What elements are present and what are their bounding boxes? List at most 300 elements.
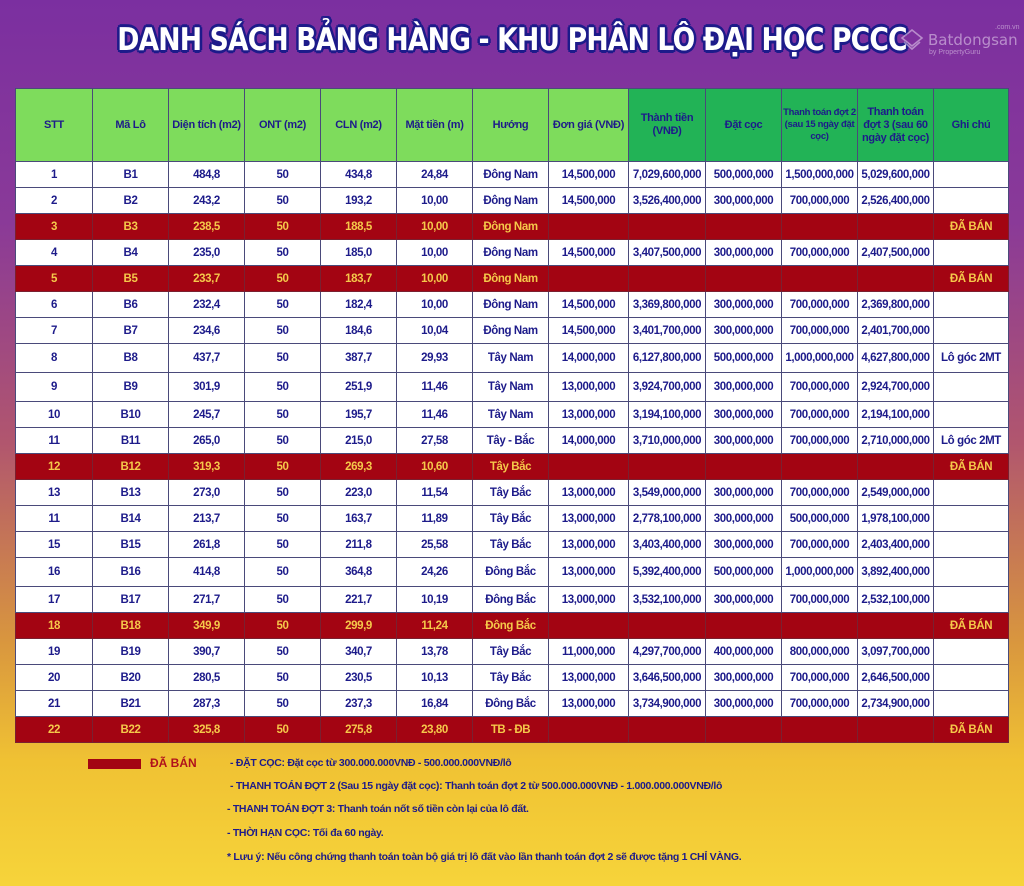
ghi-chu-cell: ĐÃ BÁN (934, 717, 1009, 743)
dot3-cell: 2,710,000,000 (858, 428, 934, 454)
dien-tich-cell: 390,7 (169, 639, 245, 665)
ma-lo-cell: B20 (93, 665, 169, 691)
don-gia-cell: 14,000,000 (549, 344, 629, 373)
dien-tich-cell: 235,0 (169, 240, 245, 266)
table-row-sold (16, 717, 1009, 743)
thanh-tien-cell: 5,392,400,000 (629, 558, 706, 587)
don-gia-cell: 13,000,000 (549, 373, 629, 402)
mat-tien-cell: 10,00 (397, 214, 473, 240)
table-row (16, 665, 1009, 691)
ghi-chu-cell (934, 292, 1009, 318)
dat-coc-cell: 300,000,000 (706, 292, 782, 318)
table-row (16, 587, 1009, 613)
ma-lo-cell: B10 (93, 402, 169, 428)
cln-cell: 195,7 (321, 402, 397, 428)
ont-cell: 50 (245, 717, 321, 743)
don-gia-cell: 11,000,000 (549, 639, 629, 665)
thanh-tien-cell: 6,127,800,000 (629, 344, 706, 373)
stt-cell: 8 (16, 344, 93, 373)
dot2-cell: 700,000,000 (782, 188, 858, 214)
cln-cell: 193,2 (321, 188, 397, 214)
dot2-cell: 700,000,000 (782, 240, 858, 266)
sold-legend-swatch (88, 759, 141, 769)
huong-cell: Tây Nam (473, 344, 549, 373)
ma-lo-cell: B9 (93, 373, 169, 402)
dot3-cell: 3,892,400,000 (858, 558, 934, 587)
dat-coc-cell (706, 454, 782, 480)
note-thanh-toan-dot2: - THANH TOÁN ĐỢT 2 (Sau 15 ngày đặt cọc): Thanh toán đợt 2 từ 500.000.000VNĐ - 1.000.000.000VNĐ/lô (230, 780, 723, 792)
dot3-cell: 2,924,700,000 (858, 373, 934, 402)
ont-cell: 50 (245, 613, 321, 639)
mat-tien-cell: 10,04 (397, 318, 473, 344)
stt-cell: 21 (16, 691, 93, 717)
don-gia-cell: 13,000,000 (549, 402, 629, 428)
don-gia-cell: 13,000,000 (549, 532, 629, 558)
watermark-domain: .com.vn (995, 24, 1020, 31)
don-gia-cell: 13,000,000 (549, 691, 629, 717)
dot3-cell: 1,978,100,000 (858, 506, 934, 532)
table-row (16, 639, 1009, 665)
huong-cell: Tây Bắc (473, 665, 549, 691)
stt-cell: 2 (16, 188, 93, 214)
huong-cell: Đông Bắc (473, 558, 549, 587)
stt-cell: 4 (16, 240, 93, 266)
ghi-chu-cell (934, 162, 1009, 188)
header-thanh-tien: Thành tiền (VNĐ) (629, 89, 706, 162)
mat-tien-cell: 10,00 (397, 266, 473, 292)
dien-tich-cell: 414,8 (169, 558, 245, 587)
ont-cell: 50 (245, 373, 321, 402)
table-row (16, 532, 1009, 558)
mat-tien-cell: 10,00 (397, 292, 473, 318)
dat-coc-cell: 300,000,000 (706, 318, 782, 344)
mat-tien-cell: 11,24 (397, 613, 473, 639)
huong-cell: Tây Bắc (473, 454, 549, 480)
mat-tien-cell: 10,00 (397, 188, 473, 214)
table-row (16, 480, 1009, 506)
mat-tien-cell: 11,46 (397, 373, 473, 402)
dot2-cell: 1,500,000,000 (782, 162, 858, 188)
table-row-sold (16, 613, 1009, 639)
cln-cell: 188,5 (321, 214, 397, 240)
ghi-chu-cell (934, 639, 1009, 665)
huong-cell: Đông Nam (473, 318, 549, 344)
don-gia-cell (549, 717, 629, 743)
dat-coc-cell: 300,000,000 (706, 506, 782, 532)
note-luu-y: * Lưu ý: Nếu công chứng thanh toán toàn bộ giá trị lô đất vào lần thanh toán đợt 2 sẽ được tặng 1 CHỈ VÀNG. (227, 851, 742, 863)
table-row (16, 373, 1009, 402)
dien-tich-cell: 271,7 (169, 587, 245, 613)
ghi-chu-cell: ĐÃ BÁN (934, 454, 1009, 480)
ont-cell: 50 (245, 480, 321, 506)
mat-tien-cell: 25,58 (397, 532, 473, 558)
mat-tien-cell: 11,54 (397, 480, 473, 506)
ghi-chu-cell (934, 188, 1009, 214)
ont-cell: 50 (245, 266, 321, 292)
mat-tien-cell: 11,89 (397, 506, 473, 532)
ma-lo-cell: B19 (93, 639, 169, 665)
table-row-sold (16, 454, 1009, 480)
table-row-sold (16, 266, 1009, 292)
dien-tich-cell: 238,5 (169, 214, 245, 240)
dot3-cell: 2,734,900,000 (858, 691, 934, 717)
huong-cell: Tây Nam (473, 402, 549, 428)
thanh-tien-cell: 3,532,100,000 (629, 587, 706, 613)
huong-cell: Tây Bắc (473, 506, 549, 532)
mat-tien-cell: 29,93 (397, 344, 473, 373)
dat-coc-cell (706, 214, 782, 240)
dien-tich-cell: 245,7 (169, 402, 245, 428)
ghi-chu-cell (934, 506, 1009, 532)
dot2-cell: 700,000,000 (782, 665, 858, 691)
dat-coc-cell: 500,000,000 (706, 162, 782, 188)
ont-cell: 50 (245, 214, 321, 240)
stt-cell: 18 (16, 613, 93, 639)
dien-tich-cell: 484,8 (169, 162, 245, 188)
ont-cell: 50 (245, 318, 321, 344)
thanh-tien-cell: 3,710,000,000 (629, 428, 706, 454)
ont-cell: 50 (245, 162, 321, 188)
mat-tien-cell: 11,46 (397, 402, 473, 428)
stt-cell: 7 (16, 318, 93, 344)
table-row (16, 344, 1009, 373)
thanh-tien-cell (629, 717, 706, 743)
dat-coc-cell: 300,000,000 (706, 480, 782, 506)
dot2-cell: 700,000,000 (782, 292, 858, 318)
dot3-cell: 3,097,700,000 (858, 639, 934, 665)
dien-tich-cell: 232,4 (169, 292, 245, 318)
dat-coc-cell: 500,000,000 (706, 558, 782, 587)
ghi-chu-cell: Lô góc 2MT (934, 428, 1009, 454)
thanh-tien-cell: 3,401,700,000 (629, 318, 706, 344)
ont-cell: 50 (245, 344, 321, 373)
cln-cell: 221,7 (321, 587, 397, 613)
huong-cell: Tây Bắc (473, 532, 549, 558)
dot2-cell: 700,000,000 (782, 373, 858, 402)
cln-cell: 237,3 (321, 691, 397, 717)
thanh-tien-cell: 3,549,000,000 (629, 480, 706, 506)
stt-cell: 11 (16, 428, 93, 454)
dot3-cell: 2,407,500,000 (858, 240, 934, 266)
thanh-tien-cell: 3,924,700,000 (629, 373, 706, 402)
dot3-cell (858, 214, 934, 240)
cln-cell: 269,3 (321, 454, 397, 480)
ont-cell: 50 (245, 639, 321, 665)
dot2-cell: 700,000,000 (782, 532, 858, 558)
ghi-chu-cell: ĐÃ BÁN (934, 214, 1009, 240)
table-body (16, 162, 1009, 743)
dot2-cell (782, 214, 858, 240)
ont-cell: 50 (245, 240, 321, 266)
dot2-cell: 500,000,000 (782, 506, 858, 532)
thanh-tien-cell: 3,194,100,000 (629, 402, 706, 428)
table-row (16, 402, 1009, 428)
dien-tich-cell: 213,7 (169, 506, 245, 532)
note-dat-coc: - ĐẶT CỌC: Đặt cọc từ 300.000.000VNĐ - 500.000.000VNĐ/lô (230, 757, 512, 769)
ont-cell: 50 (245, 402, 321, 428)
thanh-tien-cell: 3,403,400,000 (629, 532, 706, 558)
mat-tien-cell: 23,80 (397, 717, 473, 743)
dat-coc-cell: 300,000,000 (706, 665, 782, 691)
cln-cell: 387,7 (321, 344, 397, 373)
ma-lo-cell: B18 (93, 613, 169, 639)
dot2-cell: 700,000,000 (782, 318, 858, 344)
stt-cell: 5 (16, 266, 93, 292)
ghi-chu-cell (934, 558, 1009, 587)
header-dot3: Thanh toán đợt 3 (sau 60 ngày đặt cọc) (858, 89, 934, 162)
thanh-tien-cell: 3,407,500,000 (629, 240, 706, 266)
cln-cell: 215,0 (321, 428, 397, 454)
dat-coc-cell: 500,000,000 (706, 344, 782, 373)
thanh-tien-cell: 3,646,500,000 (629, 665, 706, 691)
dien-tich-cell: 349,9 (169, 613, 245, 639)
thanh-tien-cell: 3,734,900,000 (629, 691, 706, 717)
don-gia-cell: 14,500,000 (549, 292, 629, 318)
cln-cell: 211,8 (321, 532, 397, 558)
dot3-cell: 2,369,800,000 (858, 292, 934, 318)
ont-cell: 50 (245, 292, 321, 318)
table-row (16, 506, 1009, 532)
thanh-tien-cell (629, 454, 706, 480)
table-row (16, 162, 1009, 188)
cln-cell: 163,7 (321, 506, 397, 532)
ghi-chu-cell (934, 532, 1009, 558)
dot3-cell: 2,549,000,000 (858, 480, 934, 506)
dat-coc-cell: 300,000,000 (706, 587, 782, 613)
mat-tien-cell: 24,84 (397, 162, 473, 188)
mat-tien-cell: 10,13 (397, 665, 473, 691)
header-ghi-chu: Ghi chú (934, 89, 1009, 162)
ma-lo-cell: B5 (93, 266, 169, 292)
dien-tich-cell: 261,8 (169, 532, 245, 558)
ma-lo-cell: B16 (93, 558, 169, 587)
don-gia-cell: 14,500,000 (549, 318, 629, 344)
stt-cell: 17 (16, 587, 93, 613)
dot3-cell: 2,532,100,000 (858, 587, 934, 613)
don-gia-cell: 13,000,000 (549, 480, 629, 506)
header-ma-lo: Mã Lô (93, 89, 169, 162)
don-gia-cell: 14,500,000 (549, 188, 629, 214)
ma-lo-cell: B4 (93, 240, 169, 266)
stt-cell: 6 (16, 292, 93, 318)
ghi-chu-cell: ĐÃ BÁN (934, 613, 1009, 639)
dien-tich-cell: 265,0 (169, 428, 245, 454)
cln-cell: 182,4 (321, 292, 397, 318)
ma-lo-cell: B17 (93, 587, 169, 613)
thanh-tien-cell: 2,778,100,000 (629, 506, 706, 532)
dien-tich-cell: 273,0 (169, 480, 245, 506)
dot2-cell (782, 613, 858, 639)
ma-lo-cell: B11 (93, 428, 169, 454)
watermark-by: by PropertyGuru (929, 49, 981, 56)
huong-cell: Đông Nam (473, 162, 549, 188)
dat-coc-cell: 400,000,000 (706, 639, 782, 665)
dot2-cell: 1,000,000,000 (782, 558, 858, 587)
cln-cell: 275,8 (321, 717, 397, 743)
dat-coc-cell: 300,000,000 (706, 691, 782, 717)
ma-lo-cell: B8 (93, 344, 169, 373)
sold-legend-label: ĐÃ BÁN (150, 756, 197, 770)
stt-cell: 15 (16, 532, 93, 558)
huong-cell: Tây Nam (473, 373, 549, 402)
ma-lo-cell: B14 (93, 506, 169, 532)
dot3-cell (858, 454, 934, 480)
dien-tich-cell: 280,5 (169, 665, 245, 691)
dot2-cell: 800,000,000 (782, 639, 858, 665)
ghi-chu-cell (934, 480, 1009, 506)
header-huong: Hướng (473, 89, 549, 162)
dat-coc-cell (706, 266, 782, 292)
header-mat-tien: Mặt tiền (m) (397, 89, 473, 162)
dot2-cell (782, 266, 858, 292)
stt-cell: 12 (16, 454, 93, 480)
header-dot2: Thanh toán đợt 2 (sau 15 ngày đặt cọc) (782, 89, 858, 162)
dot3-cell: 5,029,600,000 (858, 162, 934, 188)
ont-cell: 50 (245, 691, 321, 717)
cln-cell: 299,9 (321, 613, 397, 639)
dat-coc-cell: 300,000,000 (706, 532, 782, 558)
cln-cell: 230,5 (321, 665, 397, 691)
table-header-row (16, 89, 1009, 162)
ghi-chu-cell: Lô góc 2MT (934, 344, 1009, 373)
don-gia-cell: 13,000,000 (549, 506, 629, 532)
stt-cell: 16 (16, 558, 93, 587)
don-gia-cell: 14,500,000 (549, 240, 629, 266)
table-row (16, 428, 1009, 454)
huong-cell: Tây Bắc (473, 480, 549, 506)
stt-cell: 9 (16, 373, 93, 402)
dat-coc-cell: 300,000,000 (706, 373, 782, 402)
cln-cell: 185,0 (321, 240, 397, 266)
don-gia-cell (549, 266, 629, 292)
ont-cell: 50 (245, 587, 321, 613)
don-gia-cell (549, 454, 629, 480)
note-thanh-toan-dot3: - THANH TOÁN ĐỢT 3: Thanh toán nốt số tiền còn lại của lô đất. (227, 803, 529, 815)
ma-lo-cell: B21 (93, 691, 169, 717)
dot2-cell: 700,000,000 (782, 402, 858, 428)
table-row (16, 558, 1009, 587)
ma-lo-cell: B15 (93, 532, 169, 558)
ont-cell: 50 (245, 454, 321, 480)
cln-cell: 184,6 (321, 318, 397, 344)
don-gia-cell: 13,000,000 (549, 587, 629, 613)
thanh-tien-cell: 3,526,400,000 (629, 188, 706, 214)
dien-tich-cell: 301,9 (169, 373, 245, 402)
mat-tien-cell: 10,19 (397, 587, 473, 613)
table-row-sold (16, 214, 1009, 240)
thanh-tien-cell: 3,369,800,000 (629, 292, 706, 318)
dot3-cell (858, 613, 934, 639)
header-stt: STT (16, 89, 93, 162)
watermark (900, 24, 1020, 60)
cln-cell: 340,7 (321, 639, 397, 665)
header-don-gia: Đơn giá (VNĐ) (549, 89, 629, 162)
ma-lo-cell: B1 (93, 162, 169, 188)
dot3-cell: 2,403,400,000 (858, 532, 934, 558)
thanh-tien-cell (629, 613, 706, 639)
dot3-cell: 2,526,400,000 (858, 188, 934, 214)
cln-cell: 364,8 (321, 558, 397, 587)
ont-cell: 50 (245, 532, 321, 558)
dot2-cell: 700,000,000 (782, 480, 858, 506)
mat-tien-cell: 24,26 (397, 558, 473, 587)
don-gia-cell: 13,000,000 (549, 665, 629, 691)
stt-cell: 3 (16, 214, 93, 240)
dat-coc-cell (706, 613, 782, 639)
dat-coc-cell: 300,000,000 (706, 188, 782, 214)
dot3-cell (858, 717, 934, 743)
huong-cell: Đông Nam (473, 266, 549, 292)
table-row (16, 691, 1009, 717)
cln-cell: 434,8 (321, 162, 397, 188)
ont-cell: 50 (245, 428, 321, 454)
ghi-chu-cell (934, 691, 1009, 717)
dien-tich-cell: 243,2 (169, 188, 245, 214)
huong-cell: Tây Bắc (473, 639, 549, 665)
mat-tien-cell: 10,60 (397, 454, 473, 480)
thanh-tien-cell (629, 214, 706, 240)
huong-cell: Đông Bắc (473, 613, 549, 639)
header-dat-coc: Đặt cọc (706, 89, 782, 162)
header-cln: CLN (m2) (321, 89, 397, 162)
cln-cell: 183,7 (321, 266, 397, 292)
cln-cell: 251,9 (321, 373, 397, 402)
dot3-cell: 2,194,100,000 (858, 402, 934, 428)
huong-cell: Đông Nam (473, 240, 549, 266)
price-list-table (15, 88, 1009, 743)
ghi-chu-cell (934, 402, 1009, 428)
dien-tich-cell: 233,7 (169, 266, 245, 292)
dien-tich-cell: 319,3 (169, 454, 245, 480)
ma-lo-cell: B3 (93, 214, 169, 240)
stt-cell: 19 (16, 639, 93, 665)
ma-lo-cell: B7 (93, 318, 169, 344)
thanh-tien-cell: 7,029,600,000 (629, 162, 706, 188)
ont-cell: 50 (245, 665, 321, 691)
ont-cell: 50 (245, 558, 321, 587)
ma-lo-cell: B12 (93, 454, 169, 480)
header-dien-tich: Diện tích (m2) (169, 89, 245, 162)
huong-cell: Đông Nam (473, 292, 549, 318)
stt-cell: 20 (16, 665, 93, 691)
stt-cell: 11 (16, 506, 93, 532)
ont-cell: 50 (245, 188, 321, 214)
stt-cell: 13 (16, 480, 93, 506)
stt-cell: 10 (16, 402, 93, 428)
dot2-cell: 700,000,000 (782, 691, 858, 717)
mat-tien-cell: 16,84 (397, 691, 473, 717)
thanh-tien-cell: 4,297,700,000 (629, 639, 706, 665)
ghi-chu-cell (934, 373, 1009, 402)
table-row (16, 188, 1009, 214)
dot3-cell: 2,646,500,000 (858, 665, 934, 691)
stt-cell: 1 (16, 162, 93, 188)
ghi-chu-cell: ĐÃ BÁN (934, 266, 1009, 292)
ghi-chu-cell (934, 240, 1009, 266)
cln-cell: 223,0 (321, 480, 397, 506)
note-thoi-han-coc: - THỜI HẠN CỌC: Tối đa 60 ngày. (227, 827, 384, 839)
dot2-cell: 700,000,000 (782, 587, 858, 613)
dat-coc-cell: 300,000,000 (706, 240, 782, 266)
dot2-cell (782, 717, 858, 743)
batdongsan-logo-icon (900, 28, 924, 52)
huong-cell: Đông Bắc (473, 587, 549, 613)
ma-lo-cell: B2 (93, 188, 169, 214)
dot3-cell: 2,401,700,000 (858, 318, 934, 344)
dat-coc-cell: 300,000,000 (706, 428, 782, 454)
ma-lo-cell: B22 (93, 717, 169, 743)
dot3-cell: 4,627,800,000 (858, 344, 934, 373)
